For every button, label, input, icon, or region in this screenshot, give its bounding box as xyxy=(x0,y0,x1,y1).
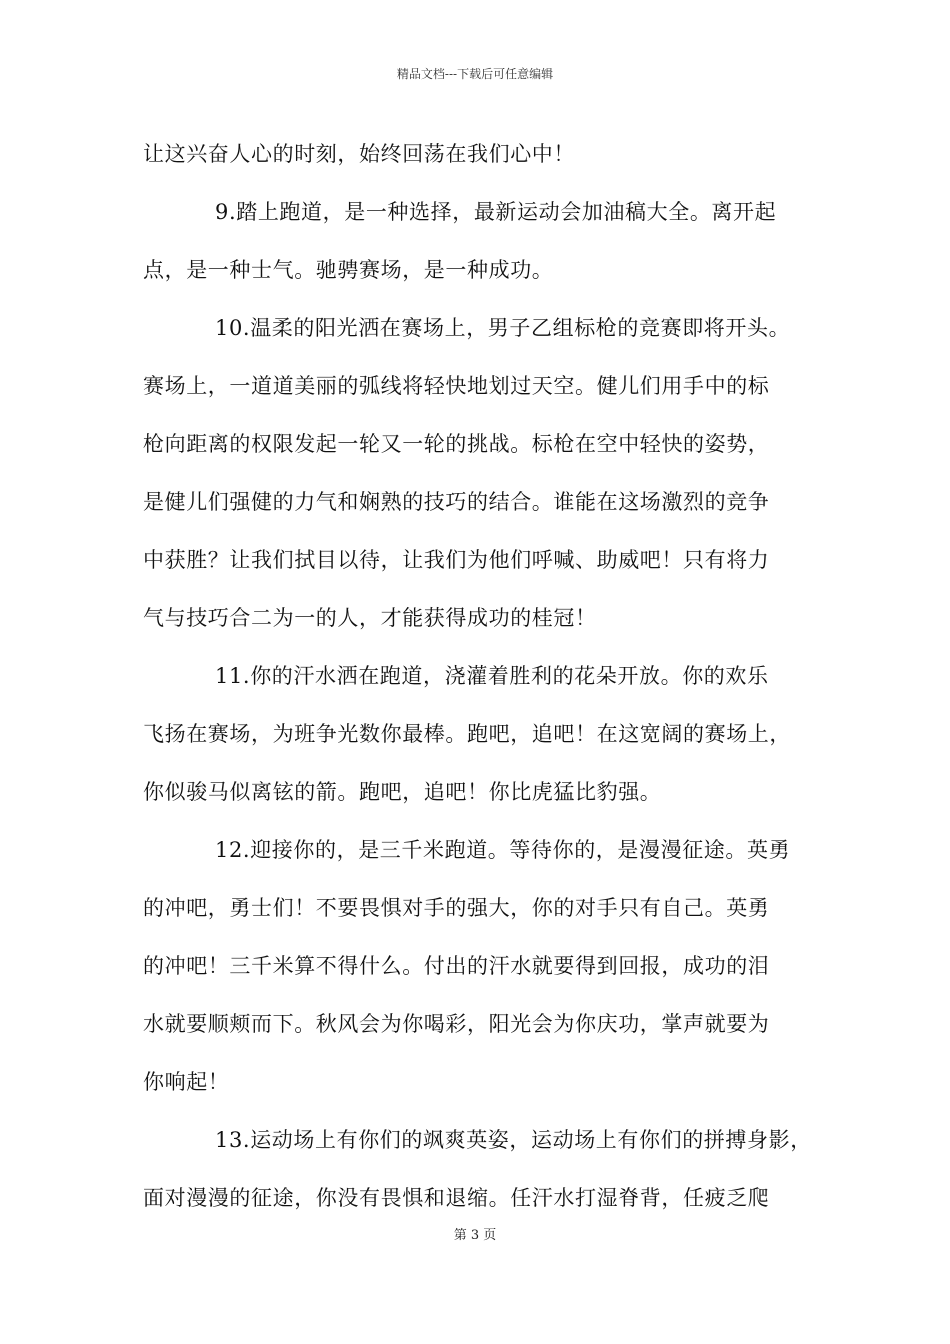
document-body xyxy=(143,125,833,1227)
text-line-7: 是健儿们强健的力气和娴熟的技巧的结合。谁能在这场激烈的竞争 xyxy=(143,490,770,514)
text-line-5: 赛场上，一道道美丽的弧线将轻快地划过天空。健儿们用手中的标 xyxy=(143,374,770,398)
text-line-8: 中获胜？让我们拭目以待，让我们为他们呼喊、助威吧！只有将力 xyxy=(143,548,770,572)
text-line-4: 10.温柔的阳光洒在赛场上，男子乙组标枪的竞赛即将开头。 xyxy=(215,316,791,340)
text-line-16: 水就要顺颊而下。秋风会为你喝彩，阳光会为你庆功，掌声就要为 xyxy=(143,1012,770,1036)
text-line-9: 气与技巧合二为一的人，才能获得成功的桂冠！ xyxy=(143,606,597,630)
text-line-1: 让这兴奋人心的时刻，始终回荡在我们心中！ xyxy=(143,142,575,166)
page-header: 精品文档---下载后可任意编辑 xyxy=(396,67,554,81)
text-line-15: 的冲吧！三千米算不得什么。付出的汗水就要得到回报，成功的泪 xyxy=(143,954,770,978)
text-line-6: 枪向距离的权限发起一轮又一轮的挑战。标枪在空中轻快的姿势， xyxy=(143,432,770,456)
text-line-14: 的冲吧，勇士们！不要畏惧对手的强大，你的对手只有自己。英勇 xyxy=(143,896,770,920)
text-line-10: 11.你的汗水洒在跑道，浇灌着胜利的花朵开放。你的欢乐 xyxy=(215,664,769,688)
text-line-2: 9.踏上跑道，是一种选择，最新运动会加油稿大全。离开起 xyxy=(215,200,777,224)
text-line-12: 你似骏马似离铉的箭。跑吧，追吧！你比虎猛比豹强。 xyxy=(143,780,662,804)
text-line-3: 点，是一种士气。驰骋赛场，是一种成功。 xyxy=(143,258,554,282)
text-line-11: 飞扬在赛场，为班争光数你最棒。跑吧，追吧！在这宽阔的赛场上， xyxy=(143,722,791,746)
text-line-19: 面对漫漫的征途，你没有畏惧和退缩。任汗水打湿脊背，任疲乏爬 xyxy=(143,1186,770,1210)
text-line-17: 你响起！ xyxy=(143,1070,230,1094)
text-line-13: 12.迎接你的，是三千米跑道。等待你的，是漫漫征途。英勇 xyxy=(215,838,791,862)
text-line-18: 13.运动场上有你们的飒爽英姿，运动场上有你们的拼搏身影， xyxy=(215,1128,812,1152)
page-number: 第 3 页 xyxy=(453,1228,497,1243)
